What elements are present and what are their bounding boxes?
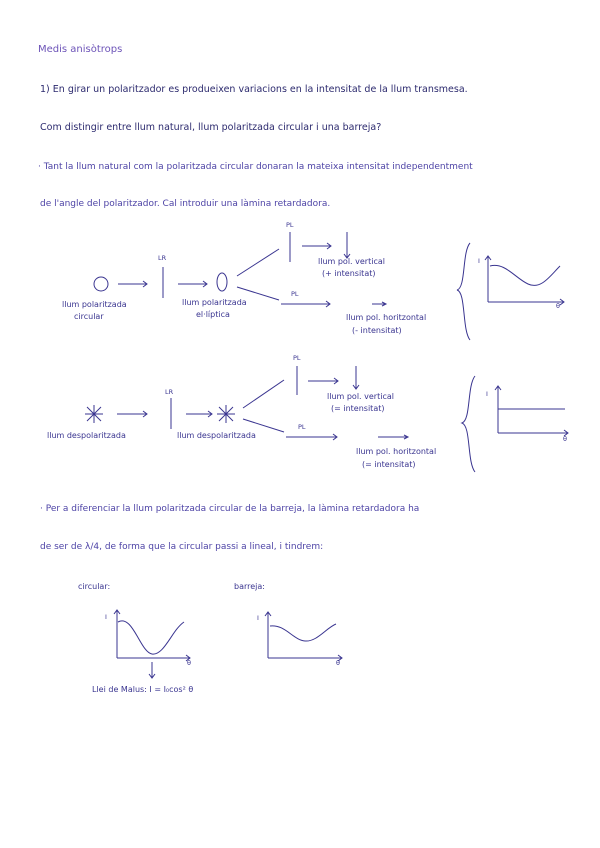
mix-label: barreja: [234, 582, 265, 591]
branch-up [237, 249, 279, 276]
bottom-output-line-2: (- intensitat) [352, 326, 402, 335]
question-2: Com distingir entre llum natural, llum polaritzada circular i una barreja? [40, 122, 382, 133]
mid-label-line-1: llum polaritzada [182, 298, 247, 307]
malus-law-label: Llei de Malus: I = I₀cos² θ [92, 685, 194, 694]
bottom-output-2-line-1: llum pol. horitzontal [356, 447, 437, 456]
graph1-x-label: θ [556, 302, 560, 310]
answer-2-line-2: de ser de λ/4, de forma que la circular passi a lineal, i tindrem: [40, 542, 324, 552]
pl-bottom-label-2: PL [298, 423, 306, 431]
lr-label: LR [158, 254, 167, 262]
top-output-2-line-2: (= intensitat) [331, 404, 385, 413]
graph4-x-label: θ [336, 659, 340, 667]
top-output-line-1: llum pol. vertical [318, 257, 385, 266]
graph2-y-label: I [486, 390, 488, 398]
pl-top-label-2: PL [293, 354, 301, 362]
brace-2 [462, 376, 475, 472]
mid-label-line-2: el·líptica [196, 310, 230, 319]
bottom-output-2-line-2: (= intensitat) [362, 460, 416, 469]
pl-top-label: PL [286, 221, 294, 229]
answer-1-line-1: · Tant la llum natural com la polaritzada circular donaran la mateixa intensitat independentment [38, 162, 473, 172]
unpolarized-star-1 [85, 405, 103, 423]
graph4-mix-curve [270, 624, 336, 641]
graph3-malus-curve [118, 621, 184, 654]
answer-2-line-1: · Per a diferenciar la llum polaritzada circular de la barreja, la làmina retardadora ha [40, 504, 420, 514]
graph2-x-label: θ [563, 435, 567, 443]
lr-label-2: LR [165, 388, 174, 396]
answer-1-line-2: de l'angle del polaritzador. Cal introduir una làmina retardadora. [40, 199, 331, 209]
mid-label-2: llum despolaritzada [177, 431, 256, 440]
elliptical-polarization-symbol [217, 273, 227, 291]
graph3-y-label: I [105, 613, 107, 621]
page-title: Medis anisòtrops [38, 44, 123, 55]
graph3-x-label: θ [187, 659, 191, 667]
circular-label: circular: [78, 582, 111, 591]
branch-up-2 [243, 380, 284, 408]
top-output-2-line-1: llum pol. vertical [327, 392, 394, 401]
graph1-curve [490, 265, 560, 285]
graph4-y-label: I [257, 614, 259, 622]
brace [457, 243, 470, 340]
unpolarized-star-2 [217, 405, 235, 423]
question-1: 1) En girar un polaritzador es produeixen variacions en la intensitat de la llum transmesa. [40, 84, 468, 95]
source-label-line-2: circular [74, 312, 104, 321]
source-label-line-1: llum polaritzada [62, 300, 127, 309]
source-label-2: llum despolaritzada [47, 431, 126, 440]
top-output-line-2: (+ intensitat) [322, 269, 376, 278]
bottom-output-line-1: llum pol. horitzontal [346, 313, 427, 322]
graph1-y-label: I [478, 257, 480, 265]
pl-bottom-label: PL [291, 290, 299, 298]
circular-polarization-symbol [94, 277, 108, 291]
